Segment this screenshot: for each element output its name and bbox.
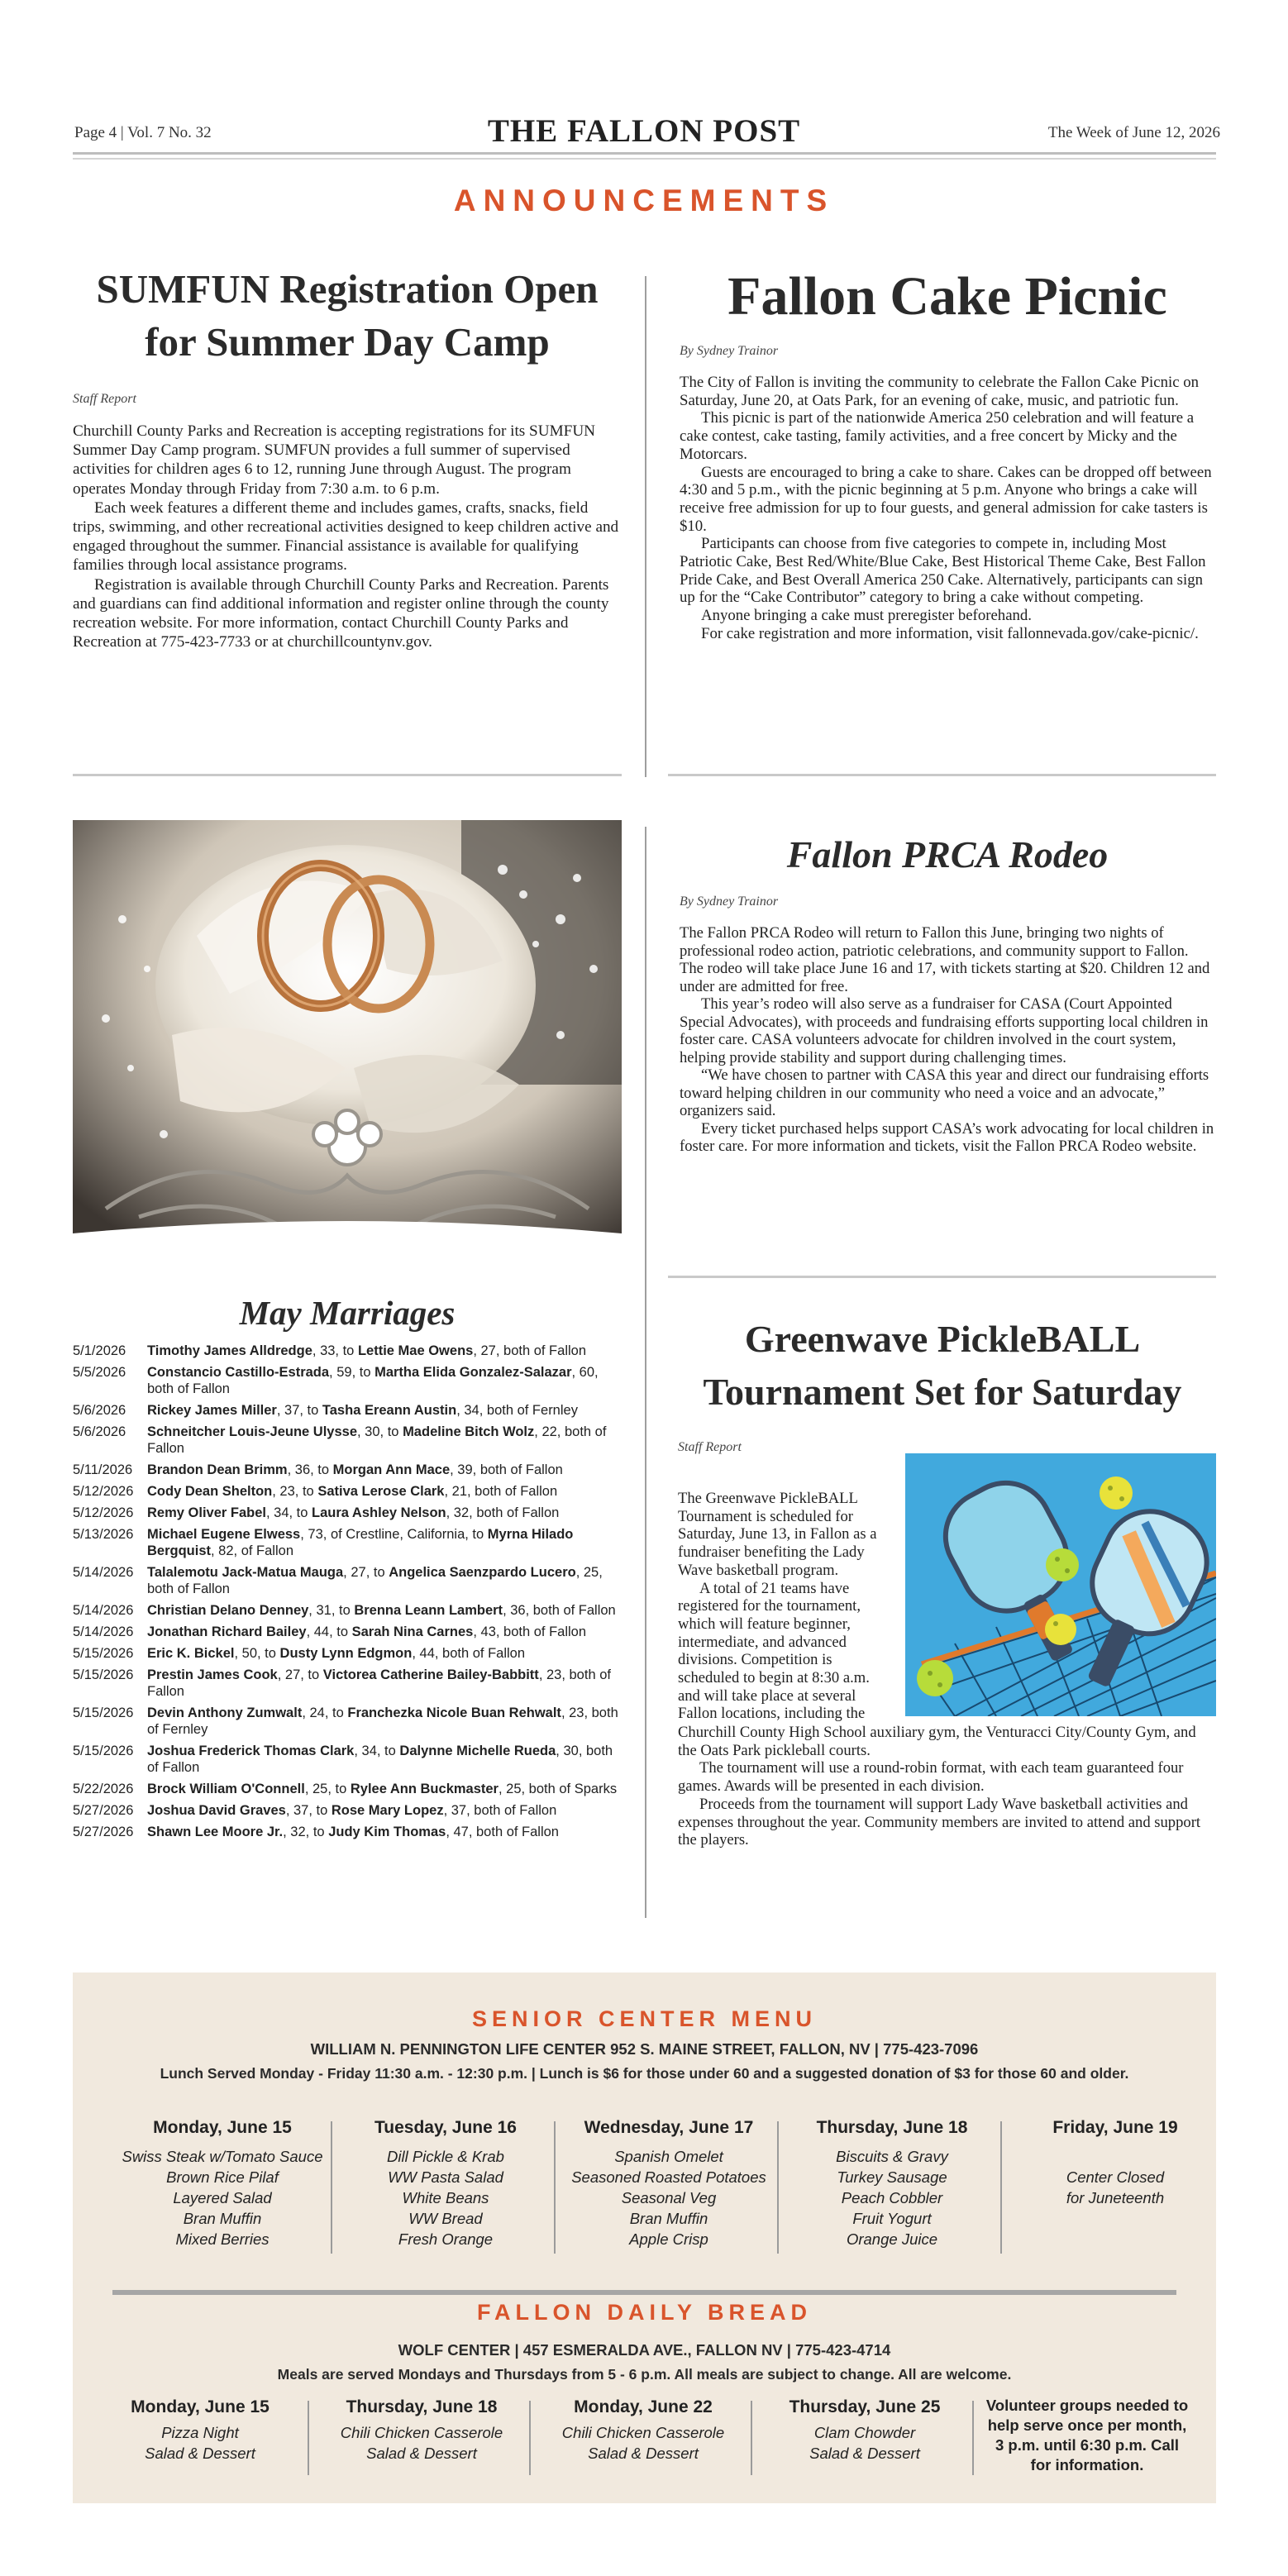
senior-menu-item: Layered Salad	[173, 2189, 272, 2206]
groom-name: Cody Dean Shelton	[147, 1484, 273, 1499]
marriage-list	[73, 1343, 622, 1840]
senior-menu-title: SENIOR CENTER MENU	[471, 2006, 818, 2031]
marriage-residence: , 21, both of Fallon	[444, 1484, 558, 1499]
senior-menu-days	[73, 2118, 1216, 2283]
bride-name: Dusty Lynn Edgmon	[279, 1646, 413, 1661]
senior-menu-item: Seasoned Roasted Potatoes	[571, 2168, 766, 2186]
sumfun-paragraph: Registration is available through Churchill County Parks and Recreation. Parents and guardians can find additional information and register online through the county recreation website. For more information, contact Churchill County Parks and Recreation at 775-423-7733 or at churchillcountynv.gov.	[73, 575, 609, 651]
marriage-entry	[73, 1526, 622, 1559]
menu-column-divider	[529, 2401, 531, 2475]
pickleball-narrow-body	[678, 1490, 893, 1723]
daily-bread-day	[762, 2397, 967, 2464]
marriages-section	[73, 1291, 622, 1845]
section-title: ANNOUNCEMENTS	[453, 184, 835, 217]
marriage-residence: , 82, of Fallon	[211, 1543, 293, 1558]
marriage-connector: , 73, of Crestline, California, to	[300, 1527, 488, 1542]
marriage-connector: , 27, to	[277, 1667, 323, 1682]
header-rule-top	[73, 152, 1216, 155]
menu-column-divider	[751, 2401, 752, 2475]
groom-name: Joshua David Graves	[147, 1803, 286, 1818]
cake-paragraph: Participants can choose from five categories to compete in, including Most Patriotic Cake, Best Red/White/Blue Cake, Best Historical Theme Cake, Best Fallon Pride Cake, and Best Overall America 250 Cake. Alternatively, participants can sign up for the “Cake Contributor” category to bring a cake without competing.	[680, 535, 1206, 607]
marriage-residence: , 36, both of Fallon	[503, 1603, 616, 1618]
bride-name: Dalynne Michelle Rueda	[399, 1744, 556, 1758]
sumfun-body	[73, 422, 622, 651]
rodeo-paragraph: The Fallon PRCA Rodeo will return to Fallon this June, bringing two nights of professional rodeo action, patriotic celebrations, and community support to Fallon. The rodeo will take place June 16 and 17, with tickets starting at $20. Children 12 and under are admitted for free.	[680, 924, 1210, 995]
marriage-details	[147, 1645, 622, 1662]
senior-menu-day-heading: Tuesday, June 16	[374, 2118, 517, 2137]
marriage-details	[147, 1505, 622, 1521]
marriage-date: 5/15/2026	[73, 1646, 134, 1661]
marriage-connector: , 30, to	[357, 1424, 403, 1439]
sumfun-paragraph: Each week features a different theme and includes games, crafts, snacks, field trips, swimming, and other recreational activities designed to keep children active and engaged throughout the summer. Financial assistance is available for qualifying families through local assistance programs.	[73, 499, 619, 575]
marriage-details	[147, 1526, 622, 1559]
issue-date: The Week of June 12, 2026	[1047, 124, 1220, 141]
bride-name: Madeline Bitch Wolz	[403, 1424, 535, 1439]
marriage-details	[147, 1781, 622, 1797]
daily-bread-address: WOLF CENTER | 457 ESMERALDA AVE., FALLON NV | 775-423-4714	[398, 2341, 891, 2359]
marriage-residence: , 23, both of Fernley	[147, 1705, 618, 1737]
marriage-date: 5/14/2026	[73, 1565, 134, 1580]
senior-menu-item: Biscuits & Gravy	[836, 2148, 948, 2165]
marriage-residence: , 39, both of Fallon	[450, 1462, 563, 1477]
senior-menu-item: Bran Muffin	[629, 2210, 708, 2227]
marriage-date: 5/5/2026	[73, 1365, 126, 1380]
marriage-connector: , 25, to	[304, 1782, 351, 1796]
cake-paragraph: For cake registration and more information, visit fallonnevada.gov/cake-picnic/.	[701, 624, 1199, 642]
cake-paragraph: Guests are encouraged to bring a cake to share. Cakes can be dropped off between 4:30 and 5 p.m., with the picnic beginning at 5 p.m. Anyone who brings a cake will receive free admission for up to four guests, and general admission for cake tasters is $10.	[680, 463, 1212, 535]
groom-name: Rickey James Miller	[147, 1403, 277, 1418]
marriage-connector: , 50, to	[234, 1646, 280, 1661]
volunteer-note: Volunteer groups needed to help serve once per month, 3 p.m. until 6:30 p.m. Call for information.	[985, 2397, 1189, 2473]
marriage-date: 5/1/2026	[73, 1343, 126, 1358]
cake-body	[680, 374, 1215, 643]
bride-name: Victorea Catherine Bailey-Babbitt	[322, 1667, 539, 1682]
rodeo-headline: Fallon PRCA Rodeo	[786, 833, 1109, 875]
bride-name: Morgan Ann Mace	[332, 1462, 451, 1477]
marriage-entry	[73, 1564, 622, 1597]
senior-menu-item: Mixed Berries	[175, 2230, 270, 2248]
groom-name: Remy Oliver Fabel	[147, 1505, 266, 1520]
senior-menu-item: Brown Rice Pilaf	[166, 2168, 279, 2186]
menu-column-divider	[972, 2401, 974, 2475]
cake-paragraph: The City of Fallon is inviting the community to celebrate the Fallon Cake Picnic on Saturday, June 20, at Oats Park, for an evening of cake, music, and patriotic fun.	[680, 374, 1200, 409]
pickleball-photo	[905, 1453, 1216, 1716]
cake-paragraph: This picnic is part of the nationwide America 250 celebration and will feature a cake contest, cake tasting, family activities, and a free concert by Micky and the Motorcars.	[680, 409, 1195, 463]
pickleball-article	[668, 1313, 1217, 1455]
marriage-date: 5/6/2026	[73, 1403, 126, 1418]
marriage-details	[147, 1402, 622, 1419]
newspaper-title: THE FALLON POST	[487, 113, 801, 149]
marriage-date: 5/13/2026	[73, 1527, 134, 1542]
senior-menu-item: Fruit Yogurt	[852, 2210, 932, 2227]
sumfun-byline: Staff Report	[73, 392, 136, 406]
daily-bread-item: Chili Chicken Casserole	[340, 2424, 503, 2441]
bride-name: Tasha Ereann Austin	[322, 1403, 457, 1418]
bride-name: Martha Elida Gonzalez-Salazar	[374, 1365, 572, 1380]
marriage-residence: , 30, both of Fallon	[147, 1744, 613, 1775]
daily-bread-note: Meals are served Mondays and Thursdays from 5 - 6 p.m. All meals are subject to change. All are welcome.	[277, 2366, 1012, 2383]
marriage-residence: , 37, both of Fallon	[443, 1803, 557, 1818]
marriage-connector: , 32, to	[283, 1825, 329, 1839]
bride-name: Franchezka Nicole Buan Rehwalt	[347, 1705, 561, 1720]
senior-menu-item: Center Closed	[1066, 2168, 1165, 2186]
rodeo-rule	[668, 1276, 1216, 1278]
senior-menu-item: White Beans	[402, 2189, 489, 2206]
daily-bread-day	[98, 2397, 303, 2464]
sumfun-paragraph: Churchill County Parks and Recreation is accepting registrations for its SUMFUN Summer Day Camp program. SUMFUN provides a full summer of supervised activities for children ages 6 to 12, running June through August. The program operates Monday through Friday from 7:30 a.m. to 6 p.m.	[73, 422, 596, 498]
rodeo-article	[680, 825, 1215, 1156]
marriage-date: 5/27/2026	[73, 1803, 134, 1818]
marriage-entry	[73, 1743, 622, 1776]
marriage-connector: , 34, to	[265, 1505, 312, 1520]
rodeo-body	[680, 924, 1215, 1156]
menu-column-divider	[331, 2121, 332, 2254]
bride-name: Lettie Mae Owens	[357, 1343, 474, 1358]
marriage-date: 5/14/2026	[73, 1603, 134, 1618]
marriage-entry	[73, 1624, 622, 1640]
groom-name: Brandon Dean Brimm	[147, 1462, 288, 1477]
daily-bread-item: Salad & Dessert	[809, 2445, 920, 2462]
marriage-date: 5/12/2026	[73, 1505, 134, 1520]
marriage-connector: , 37, to	[285, 1803, 332, 1818]
marriage-connector: , 23, to	[272, 1484, 318, 1499]
pickleball-paragraph: Proceeds from the tournament will support Lady Wave basketball activities and expenses throughout the year. Community members are invited to attend and support the players.	[678, 1795, 1201, 1849]
marriage-entry	[73, 1462, 622, 1478]
marriage-residence: , 27, both of Fallon	[473, 1343, 587, 1358]
marriage-date: 5/15/2026	[73, 1744, 134, 1758]
marriage-residence: , 25, both of Sparks	[498, 1782, 618, 1796]
daily-bread-day-heading: Monday, June 15	[131, 2397, 270, 2416]
menu-column-divider	[308, 2401, 309, 2475]
marriage-details	[147, 1462, 622, 1478]
groom-name: Prestin James Cook	[147, 1667, 278, 1682]
senior-menu-item: for Juneteenth	[1066, 2189, 1165, 2206]
marriage-connector: , 44, to	[306, 1624, 352, 1639]
marriage-residence: , 23, both of Fallon	[147, 1667, 611, 1699]
daily-bread-day	[319, 2397, 524, 2464]
rodeo-byline: By Sydney Trainor	[680, 894, 779, 909]
marriage-date: 5/6/2026	[73, 1424, 126, 1439]
daily-bread-day-heading: Monday, June 22	[574, 2397, 713, 2416]
marriage-entry	[73, 1802, 622, 1819]
header-rule-bottom	[73, 158, 1216, 160]
marriage-entry	[73, 1364, 622, 1397]
marriages-headline: May Marriages	[239, 1294, 456, 1332]
pickleball-paragraph: Churchill County High School auxiliary gym, the Venturacci City/County Gym, and the Oats Park pickleball courts.	[678, 1724, 1196, 1759]
column-divider-bottom	[645, 827, 646, 1918]
bride-name: Judy Kim Thomas	[328, 1825, 446, 1839]
marriage-residence: , 34, both of Fernley	[456, 1403, 578, 1418]
marriage-residence: , 32, both of Fallon	[446, 1505, 560, 1520]
daily-bread-day-heading: Thursday, June 25	[789, 2397, 941, 2416]
senior-menu-item: Turkey Sausage	[837, 2168, 947, 2186]
senior-menu-day-heading: Thursday, June 18	[816, 2118, 968, 2137]
marriage-details	[147, 1705, 622, 1738]
marriage-details	[147, 1364, 622, 1397]
groom-name: Timothy James Alldredge	[147, 1343, 312, 1358]
groom-name: Talalemotu Jack-Matua Mauga	[147, 1565, 344, 1580]
pickleball-paragraph: The tournament will use a round-robin format, with each team guaranteed four games. Awards will be presented in each division.	[678, 1759, 1184, 1796]
bride-name: Sarah Nina Carnes	[351, 1624, 474, 1639]
senior-menu-item	[1012, 2146, 1219, 2167]
marriage-residence: , 22, both of Fallon	[147, 1424, 607, 1456]
rodeo-paragraph: This year’s rodeo will also serve as a fundraiser for CASA (Court Appointed Special Advocates), with proceeds and fundraising efforts supporting local children in foster care. CASA volunteers advocate for children involved in the court system, helping provide stability and support during challenging times.	[680, 995, 1209, 1066]
marriage-connector: , 37, to	[276, 1403, 322, 1418]
marriage-details	[147, 1424, 622, 1457]
cake-rule	[668, 774, 1216, 776]
marriage-details	[147, 1564, 622, 1597]
daily-bread-item: Salad & Dessert	[366, 2445, 477, 2462]
page-info: Page 4 | Vol. 7 No. 32	[74, 124, 212, 141]
bride-name: Laura Ashley Nelson	[312, 1505, 446, 1520]
cake-article	[680, 263, 1215, 643]
groom-name: Constancio Castillo-Estrada	[147, 1365, 330, 1380]
marriage-details	[147, 1624, 622, 1640]
marriage-residence: , 25, both of Fallon	[147, 1565, 603, 1596]
menu-divider	[112, 2290, 1176, 2295]
senior-menu-item: WW Bread	[408, 2210, 483, 2227]
pickleball-paragraph: The Greenwave PickleBALL Tournament is scheduled for Saturday, June 13, in Fallon as a fundraiser benefiting the Lady Wave basketball program.	[678, 1490, 877, 1579]
senior-menu-day-heading: Wednesday, June 17	[584, 2118, 754, 2137]
daily-bread-title: FALLON DAILY BREAD	[476, 2300, 813, 2325]
pickleball-paragraph: A total of 21 teams have registered for the tournament, which will feature beginner, intermediate, and advanced divisions. Competition is scheduled to begin at 8:30 a.m. and will take place at several Fallon locations, including the	[678, 1579, 870, 1723]
groom-name: Devin Anthony Zumwalt	[147, 1705, 303, 1720]
cake-byline: By Sydney Trainor	[680, 344, 779, 358]
column-divider-top	[645, 276, 646, 777]
marriage-date: 5/12/2026	[73, 1484, 134, 1499]
senior-menu-item: Fresh Orange	[398, 2230, 494, 2248]
wedding-rings-photo	[73, 820, 622, 1258]
groom-name: Eric K. Bickel	[147, 1646, 235, 1661]
marriage-entry	[73, 1343, 622, 1359]
marriage-connector: , 31, to	[308, 1603, 355, 1618]
groom-name: Michael Eugene Elwess	[147, 1527, 301, 1542]
marriage-date: 5/15/2026	[73, 1705, 134, 1720]
marriage-residence: , 47, both of Fallon	[446, 1825, 559, 1839]
daily-bread-item: Pizza Night	[161, 2424, 239, 2441]
marriage-residence: , 60, both of Fallon	[147, 1365, 599, 1396]
senior-menu-item: Peach Cobbler	[841, 2189, 943, 2206]
marriage-entry	[73, 1705, 622, 1738]
menu-column-divider	[777, 2121, 779, 2254]
marriage-date: 5/15/2026	[73, 1667, 134, 1682]
marriage-connector: , 24, to	[302, 1705, 348, 1720]
sumfun-headline: SUMFUN Registration Open for Summer Day Camp	[96, 266, 599, 365]
rodeo-paragraph: “We have chosen to partner with CASA this year and direct our fundraising efforts toward helping children in our community who need a voice and an advocate,” organizers said.	[680, 1066, 1209, 1119]
bride-name: Myrna Hilado Bergquist	[147, 1527, 574, 1558]
sumfun-article	[73, 263, 622, 651]
senior-menu-item: Dill Pickle & Krab	[387, 2148, 504, 2165]
groom-name: Jonathan Richard Bailey	[147, 1624, 307, 1639]
senior-menu-day-heading: Friday, June 19	[1052, 2118, 1178, 2137]
senior-menu-day	[789, 2118, 995, 2249]
daily-bread-item: Salad & Dessert	[145, 2445, 255, 2462]
senior-menu-address: WILLIAM N. PENNINGTON LIFE CENTER 952 S. MAINE STREET, FALLON, NV | 775-423-7096	[310, 2040, 979, 2058]
groom-name: Joshua Frederick Thomas Clark	[147, 1744, 355, 1758]
menu-box	[73, 1973, 1216, 2503]
daily-bread-days	[73, 2397, 1216, 2488]
senior-menu-item: Bran Muffin	[183, 2210, 262, 2227]
marriage-details	[147, 1743, 622, 1776]
senior-menu-day	[565, 2118, 772, 2249]
bride-name: Brenna Leann Lambert	[354, 1603, 503, 1618]
bride-name: Rylee Ann Buckmaster	[350, 1782, 499, 1796]
senior-menu-item: Spanish Omelet	[614, 2148, 723, 2165]
senior-menu-item: Orange Juice	[846, 2230, 938, 2248]
menu-column-divider	[1000, 2121, 1002, 2254]
marriage-entry	[73, 1402, 622, 1419]
groom-name: Schneitcher Louis-Jeune Ulysse	[147, 1424, 358, 1439]
groom-name: Shawn Lee Moore Jr.	[147, 1825, 284, 1839]
marriage-connector: , 33, to	[312, 1343, 358, 1358]
marriage-residence: , 43, both of Fallon	[473, 1624, 587, 1639]
marriage-details	[147, 1343, 622, 1359]
marriage-details	[147, 1667, 622, 1700]
marriage-details	[147, 1802, 622, 1819]
marriage-entry	[73, 1667, 622, 1700]
senior-menu-item: Swiss Steak w/Tomato Sauce	[122, 2148, 323, 2165]
marriage-date: 5/11/2026	[73, 1462, 133, 1477]
marriage-connector: , 36, to	[287, 1462, 333, 1477]
senior-menu-item: Apple Crisp	[629, 2230, 708, 2248]
senior-menu-day	[1012, 2118, 1219, 2208]
marriage-entry	[73, 1483, 622, 1500]
senior-menu-day-heading: Monday, June 15	[153, 2118, 292, 2137]
groom-name: Christian Delano Denney	[147, 1603, 309, 1618]
marriage-residence: , 44, both of Fallon	[412, 1646, 526, 1661]
bride-name: Angelica Saenzpardo Lucero	[389, 1565, 576, 1580]
bride-name: Rose Mary Lopez	[331, 1803, 444, 1818]
senior-menu-item: WW Pasta Salad	[388, 2168, 503, 2186]
marriage-entry	[73, 1602, 622, 1619]
daily-bread-day	[541, 2397, 746, 2464]
rodeo-paragraph: Every ticket purchased helps support CASA’s work advocating for local children in foster care. For more information and tickets, visit the Fallon PRCA Rodeo website.	[680, 1119, 1214, 1155]
senior-menu-day	[119, 2118, 326, 2249]
marriage-details	[147, 1824, 622, 1840]
marriage-entry	[73, 1424, 622, 1457]
marriage-connector: , 34, to	[354, 1744, 400, 1758]
marriage-entry	[73, 1781, 622, 1797]
daily-bread-item: Clam Chowder	[813, 2424, 916, 2441]
marriage-date: 5/22/2026	[73, 1782, 134, 1796]
senior-menu-item: Seasonal Veg	[621, 2189, 717, 2206]
bride-name: Sativa Lerose Clark	[317, 1484, 445, 1499]
marriage-details	[147, 1602, 622, 1619]
daily-bread-item: Chili Chicken Casserole	[561, 2424, 725, 2441]
sumfun-rule	[73, 774, 622, 776]
marriage-date: 5/27/2026	[73, 1825, 134, 1839]
marriage-connector: , 27, to	[343, 1565, 389, 1580]
daily-bread-item: Salad & Dessert	[588, 2445, 699, 2462]
senior-menu-day	[342, 2118, 549, 2249]
marriage-details	[147, 1483, 622, 1500]
marriage-connector: , 59, to	[329, 1365, 375, 1380]
cake-headline: Fallon Cake Picnic	[727, 266, 1167, 327]
daily-bread-day-heading: Thursday, June 18	[346, 2397, 498, 2416]
marriage-entry	[73, 1645, 622, 1662]
menu-column-divider	[554, 2121, 556, 2254]
senior-menu-note: Lunch Served Monday - Friday 11:30 a.m. - 12:30 p.m. | Lunch is $6 for those under 60 and a suggested donation of $3 for those 60 and older.	[160, 2065, 1129, 2082]
cake-paragraph: Anyone bringing a cake must preregister beforehand.	[701, 607, 1033, 625]
groom-name: Brock William O'Connell	[147, 1782, 305, 1796]
pickleball-byline: Staff Report	[678, 1440, 742, 1454]
marriage-entry	[73, 1505, 622, 1521]
marriage-entry	[73, 1824, 622, 1840]
pickleball-headline: Greenwave PickleBALL Tournament Set for Saturday	[703, 1318, 1182, 1413]
marriage-date: 5/14/2026	[73, 1624, 134, 1639]
pickleball-wide-body	[678, 1724, 1217, 1849]
